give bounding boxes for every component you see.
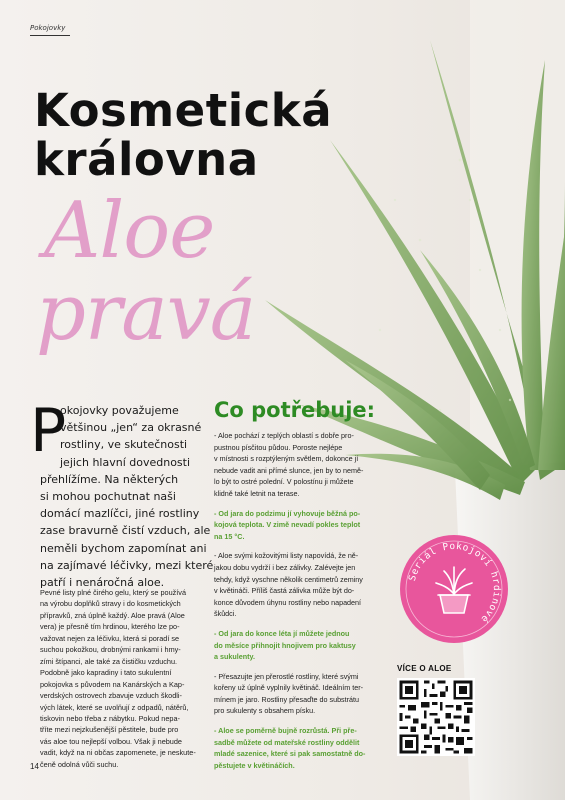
section-divider: [30, 35, 70, 36]
body-line: přípravků, zná úplně každý. Aloe pravá (Aloe: [40, 610, 185, 620]
care-line: pustnou písčitou půdou. Poroste nejlépe: [214, 442, 343, 452]
care-line: lo být to ostré polední. V polostínu ji můžete: [214, 477, 354, 487]
care-line: kořeny už úplně vyplnily květináč. Ideálním ter-: [214, 683, 364, 693]
body-line: tříte mezi nejzkušenější pěstitele, bude pro: [40, 725, 179, 735]
care-line: - Aloe svými kožovitými listy napovídá, že ně-: [214, 551, 359, 561]
body-line: Pevné listy plné čirého gelu, který se používá: [40, 588, 187, 597]
body-line: pokojovka s původem na Kanárských a Kap-: [40, 679, 185, 689]
script-title-aloe: Aloe: [44, 186, 215, 276]
care-line: jakou dobu vydrží i bez zálivky. Zalévejte jen: [214, 562, 356, 572]
headline: [34, 86, 332, 184]
care-line: tehdy, když vyschne několik centimetrů zeminy: [214, 574, 363, 584]
lead-line: jejich hlavní dovednosti: [60, 455, 191, 469]
headline-line-2: královna: [34, 133, 259, 186]
lead-line: neměli bychom zapomínat ani: [40, 541, 207, 555]
body-paragraph: [40, 587, 208, 770]
care-line: na 15 °C.: [214, 531, 245, 541]
care-line: pěstujete v květináčích.: [214, 760, 295, 770]
care-heading: Co potřebuje:: [214, 398, 376, 422]
body-line: zími štípanci, ale také za čističku vzduchu.: [40, 656, 178, 666]
section-tag: Pokojovky: [30, 24, 66, 32]
body-line: vých látek, které se uvolňují z odpadů, nátěrů,: [40, 702, 189, 712]
care-line: pro sukulenty s obsahem písku.: [214, 706, 316, 716]
body-line: važovat nejen za léčivku, která si poradí se: [40, 633, 180, 643]
lead-paragraph: [40, 402, 214, 591]
care-highlight: [214, 725, 366, 771]
lead-line: patří i nenáročná aloe.: [40, 576, 165, 590]
care-paragraph: [214, 550, 366, 620]
care-highlight: [214, 628, 366, 663]
lead-line: většinou „jen“ za okrasné: [60, 421, 202, 435]
care-line: v květináči. Příliš častá zálivka může být do-: [214, 586, 355, 596]
lead-line: domácí mazlíčci, jiné rostliny: [40, 507, 200, 521]
body-line: suchou pokožkou, drobnými rankami i hmy-: [40, 645, 181, 655]
care-line: - Aloe se poměrně bujně rozrůstá. Při pře-: [214, 726, 357, 736]
body-line: vadit, když na ni občas zapomenete, je neskute-: [40, 748, 196, 758]
body-line: vás aloe tou nejlepší volbou. Však ji nebude: [40, 736, 182, 746]
care-line: nebude vadit ani přímé slunce, jen by to nemě-: [214, 465, 364, 475]
care-paragraph: [214, 430, 366, 500]
more-about-aloe-label: VÍCE O ALOE: [397, 664, 452, 673]
page-number: 14: [30, 762, 39, 771]
lead-line: rostliny, ve skutečnosti: [60, 438, 188, 452]
lead-line: na zajímavé léčivky, mezi které: [40, 558, 214, 572]
body-line: Podobně jako kapradiny i tato sukulentní: [40, 668, 172, 678]
body-line: čeně odolná vůči suchu.: [40, 759, 119, 769]
care-line: - Přesazujte jen přerostlé rostliny, které svými: [214, 671, 359, 681]
care-line: mladé sazenice, které si pak samostatně do-: [214, 749, 366, 759]
headline-line-1: Kosmetická: [34, 84, 333, 137]
body-line: na výrobu doplňků stravy i do kosmetických: [40, 599, 181, 609]
series-badge: [398, 533, 510, 645]
lead-line: přehlížíme. Na některých: [40, 472, 179, 486]
care-line: - Od jara do podzimu jí vyhovuje běžná po-: [214, 508, 361, 518]
care-highlight: [214, 508, 366, 543]
lead-line: okojovky považujeme: [60, 404, 179, 417]
drop-cap: P: [30, 396, 67, 466]
badge-text: Seriál Pokojoví hrdinové: [406, 540, 503, 625]
care-line: do měsíce přihnojit hnojivem pro kaktusy: [214, 640, 356, 650]
care-line: - Aloe pochází z teplých oblastí s dobře pro-: [214, 431, 354, 440]
lead-line: zase bravurně čistí vzduch, ale: [40, 524, 211, 538]
care-line: mínem je jaro. Rostliny přesaďte do substrátu: [214, 694, 360, 704]
script-title-prava: pravá: [36, 268, 256, 358]
qr-code[interactable]: [397, 678, 475, 756]
care-line: škůdci.: [214, 609, 237, 619]
care-line: a sukulenty.: [214, 652, 256, 662]
lead-line: si mohou pochutnat naši: [40, 490, 176, 504]
care-line: klidně také letnit na terase.: [214, 488, 300, 498]
care-line: v místnosti s rozptýleným světlem, dokonce jí: [214, 454, 359, 464]
care-line: sadbě můžete od mateřské rostliny oddělit: [214, 737, 360, 747]
care-column: [214, 430, 366, 779]
care-line: kojová teplota. V zimě nevadí pokles teplot: [214, 520, 361, 530]
body-line: tiskovin nebo třeba z nábytku. Pokud nepa-: [40, 713, 180, 723]
care-line: konce důvodem úhynu rostliny nebo napadení: [214, 597, 362, 607]
body-line: vera) je přesně tím hrdinou, kterého lze po-: [40, 622, 180, 632]
care-paragraph: [214, 671, 366, 717]
care-line: - Od jara do konce léta jí můžete jednou: [214, 628, 350, 638]
body-line: verdských ostrovech zbavuje vzduch škodli-: [40, 691, 182, 701]
